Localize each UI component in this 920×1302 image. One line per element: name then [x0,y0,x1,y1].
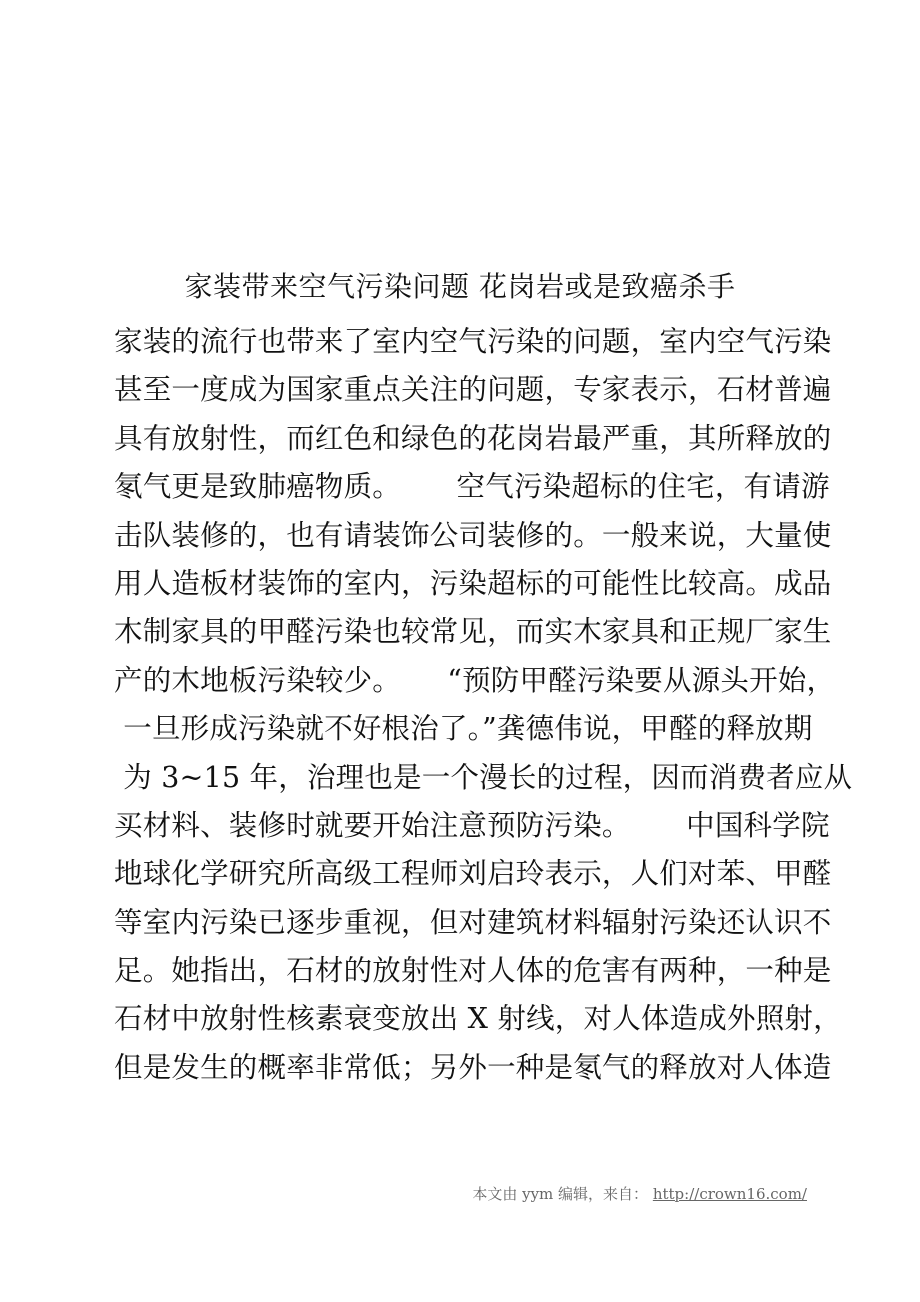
body-line: 具有放射性，而红色和绿色的花岗岩最严重，其所释放的 [114,421,832,455]
body-line: 石材中放射性核素衰变放出 X 射线，对人体造成外照射， [114,1002,842,1036]
body-line: 击队装修的，也有请装饰公司装修的。一般来说，大量使 [114,518,832,552]
body-line: 氡气更是致肺癌物质。 空气污染超标的住宅，有请游 [114,470,830,504]
source-link[interactable]: http://crown16.com/ [652,1185,807,1203]
body-line: 为 3~15 年，治理也是一个漫长的过程，因而消费者应从 [114,760,853,794]
body-line: 但是发生的概率非常低；另外一种是氡气的释放对人体造 [114,1050,832,1084]
body-line: 家装的流行也带来了室内空气污染的问题，室内空气污染 [114,325,832,358]
page-footer [472,1183,807,1204]
body-line: 产的木地板污染较少。 “预防甲醛污染要从源头开始， [114,663,836,697]
body-line: 地球化学研究所高级工程师刘启玲表示，人们对苯、甲醛 [114,857,832,891]
body-line: 木制家具的甲醛污染也较常见，而实木家具和正规厂家生 [114,615,832,649]
body-line: 足。她指出，石材的放射性对人体的危害有两种，一种是 [114,954,832,988]
article-body [114,318,853,1092]
body-line: 买材料、装修时就要开始注意预防污染。 中国科学院 [114,808,830,842]
body-line: 等室内污染已逐步重视，但对建筑材料辐射污染还认识不 [114,905,832,939]
body-line: 用人造板材装饰的室内，污染超标的可能性比较高。成品 [114,566,832,600]
footer-prefix: 本文由 yym 编辑，来自： [472,1185,649,1203]
body-line: 一旦形成污染就不好根治了。”龚德伟说，甲醛的释放期 [114,712,813,746]
article-title: 家装带来空气污染问题 花岗岩或是致癌杀手 [184,270,736,303]
body-line: 甚至一度成为国家重点关注的问题，专家表示，石材普遍 [114,373,832,407]
